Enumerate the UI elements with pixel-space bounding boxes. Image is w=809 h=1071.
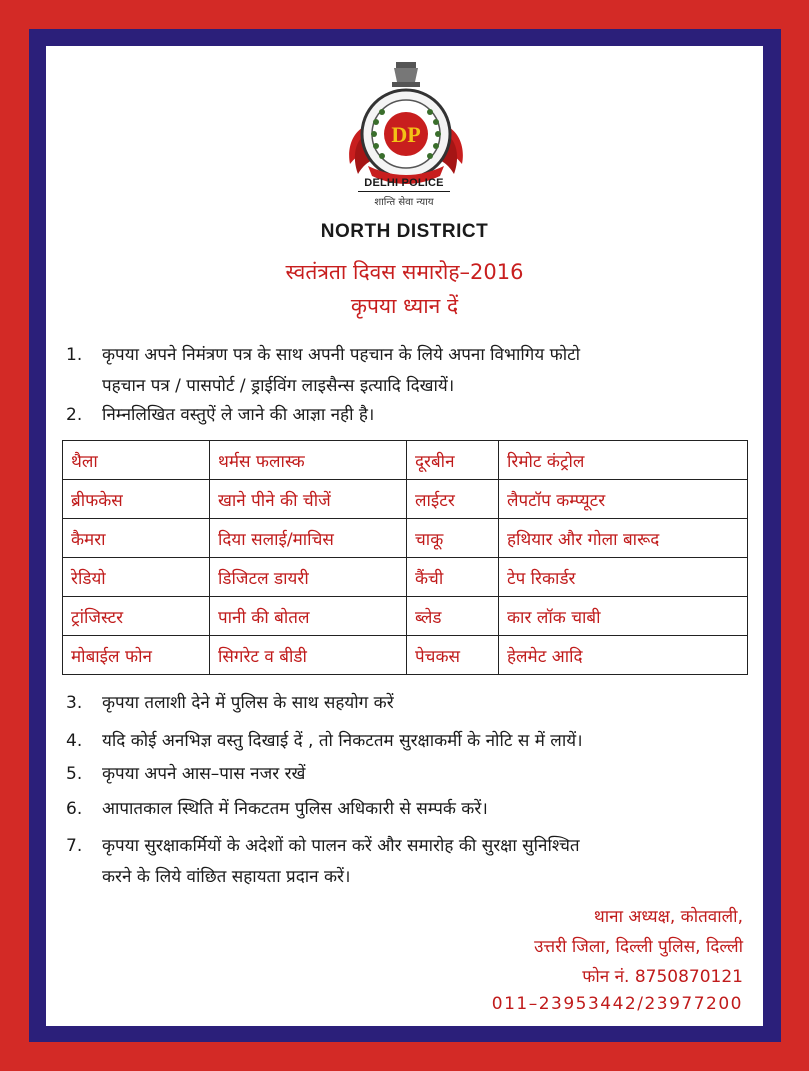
signature-phone: फोन नं. 8750870121 (582, 967, 743, 987)
table-cell: ब्रीफकेस (63, 480, 210, 519)
table-cell: हेलमेट आदि (499, 636, 748, 675)
item-text: यदि कोई अनभिज्ञ वस्तु दिखाई दें , तो निकटतम सुरक्षाकर्मी के नोटि स में लायें। (102, 731, 583, 751)
logo-motto: शान्ति सेवा न्याय (374, 197, 434, 208)
notice-sheet (46, 46, 763, 1026)
notice-item-4 (66, 726, 756, 757)
table-row (63, 441, 748, 480)
logo-name: DELHI POLICE (358, 177, 450, 192)
table-row (63, 519, 748, 558)
item-text: कृपया तलाशी देने में पुलिस के साथ सहयोग करें (102, 693, 394, 713)
logo-initials: DP (391, 122, 421, 147)
item-text-continued: पहचान पत्र / पासपोर्ट / ड्राईविंग लाइसैन्स इत्यादि दिखायें। (102, 376, 455, 396)
notice-item-3 (66, 688, 756, 719)
table-cell: थर्मस फलास्क (210, 441, 407, 480)
table-cell: ट्रांजिस्टर (63, 597, 210, 636)
table-cell: कैंची (407, 558, 499, 597)
table-cell: रेडियो (63, 558, 210, 597)
table-cell: लाईटर (407, 480, 499, 519)
item-number: 5. (66, 764, 83, 784)
item-number: 2. (66, 405, 83, 425)
notice-item-1 (66, 340, 756, 402)
item-number: 3. (66, 693, 83, 713)
notice-item-2 (66, 400, 756, 431)
table-cell: पेचकस (407, 636, 499, 675)
table-cell: टेप रिकार्डर (499, 558, 748, 597)
attention-heading: कृपया ध्यान दें (350, 294, 459, 318)
signature-landline: 011–23953442/23977200 (491, 994, 743, 1014)
notice-item-5 (66, 759, 756, 790)
notice-item-7 (66, 831, 756, 893)
item-text: कृपया अपने निमंत्रण पत्र के साथ अपनी पहचान के लिये अपना विभागिय फोटो (102, 345, 581, 365)
item-text: कृपया अपने आस–पास नजर रखें (102, 764, 306, 784)
table-row (63, 558, 748, 597)
signature-office: उत्तरी जिला, दिल्ली पुलिस, दिल्ली (534, 937, 743, 957)
table-row (63, 636, 748, 675)
table-cell: ब्लेड (407, 597, 499, 636)
item-text: कृपया सुरक्षाकर्मियों के अदेशों को पालन करें और समारोह की सुरक्षा सुनिश्चित (102, 836, 580, 856)
item-text: आपातकाल स्थिति में निकटतम पुलिस अधिकारी से सम्पर्क करें। (102, 799, 488, 819)
table-row (63, 597, 748, 636)
table-row (63, 480, 748, 519)
table-cell: पानी की बोतल (210, 597, 407, 636)
prohibited-items-table (62, 440, 748, 675)
district-title: NORTH DISTRICT (320, 221, 489, 242)
table-cell: दूरबीन (407, 441, 499, 480)
notice-item-6 (66, 794, 756, 825)
item-number: 4. (66, 731, 83, 751)
item-text: निम्नलिखित वस्तुऐं ले जाने की आज्ञा नही है। (102, 405, 375, 425)
logo-caption (358, 177, 450, 208)
table-cell: कैमरा (63, 519, 210, 558)
event-title: स्वतंत्रता दिवस समारोह–2016 (285, 260, 524, 284)
signature-designation: थाना अध्यक्ष, कोतवाली, (593, 907, 743, 927)
table-cell: रिमोट कंट्रोल (499, 441, 748, 480)
item-number: 1. (66, 345, 83, 365)
item-number: 7. (66, 836, 83, 856)
table-cell: हथियार और गोला बारूद (499, 519, 748, 558)
table-cell: चाकू (407, 519, 499, 558)
table-cell: थैला (63, 441, 210, 480)
item-text-continued: करने के लिये वांछित सहायता प्रदान करें। (102, 867, 351, 887)
table-cell: मोबाईल फोन (63, 636, 210, 675)
table-cell: लैपटॉप कम्प्यूटर (499, 480, 748, 519)
table-cell: सिगरेट व बीडी (210, 636, 407, 675)
table-cell: कार लॉक चाबी (499, 597, 748, 636)
table-cell: खाने पीने की चीजें (210, 480, 407, 519)
item-number: 6. (66, 799, 83, 819)
table-cell: डिजिटल डायरी (210, 558, 407, 597)
table-cell: दिया सलाई/माचिस (210, 519, 407, 558)
